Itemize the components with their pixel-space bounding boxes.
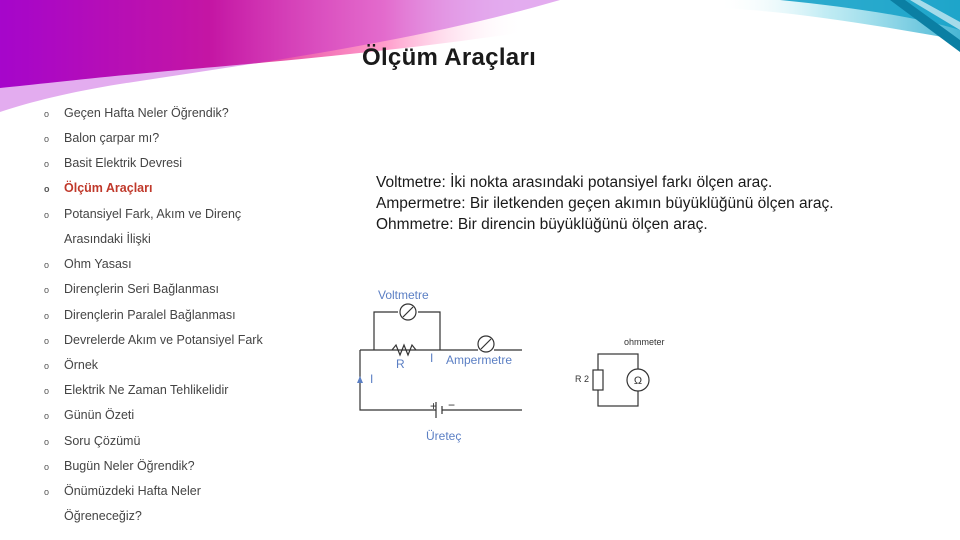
agenda-item-continuation: Öğreneceğiz? — [64, 509, 142, 523]
agenda-item-label: Devrelerde Akım ve Potansiyel Fark — [64, 333, 263, 347]
ohmmeter-resistor-label: R 2 — [575, 374, 590, 384]
bullet-icon: o — [44, 109, 50, 119]
agenda-item-continuation: Arasındaki İlişki — [64, 232, 151, 246]
bullet-icon: o — [44, 386, 50, 396]
agenda-item[interactable] — [44, 131, 159, 145]
voltmeter-description: Voltmetre: İki nokta arasındaki potansiyel farkı ölçen araç. — [376, 174, 773, 191]
slide-title: Ölçüm Araçları — [362, 44, 537, 71]
bullet-icon: o — [44, 437, 50, 447]
bullet-icon: o — [44, 260, 50, 270]
agenda-item-label: Örnek — [64, 358, 99, 372]
agenda-item[interactable] — [44, 408, 134, 422]
bullet-icon: o — [44, 134, 50, 144]
current-label: I — [430, 351, 434, 365]
agenda-item[interactable] — [44, 156, 182, 170]
ohmmeter-diagram — [572, 330, 682, 412]
agenda-item[interactable] — [44, 282, 219, 296]
agenda-item-label: Dirençlerin Paralel Bağlanması — [64, 308, 236, 322]
minus-sign: − — [448, 398, 456, 412]
agenda-item[interactable] — [44, 383, 228, 397]
bullet-icon: o — [44, 336, 50, 346]
agenda-item-label: Potansiyel Fark, Akım ve Direnç — [64, 207, 242, 221]
agenda-item-label: Basit Elektrik Devresi — [64, 156, 183, 170]
agenda-item[interactable] — [44, 106, 229, 120]
bullet-icon: o — [44, 487, 50, 497]
agenda-item-active[interactable] — [44, 181, 152, 195]
bullet-icon: o — [44, 184, 50, 194]
agenda-item-label: Ohm Yasası — [64, 257, 132, 271]
agenda-item[interactable] — [44, 358, 98, 372]
source-label: Üreteç — [426, 429, 462, 443]
bullet-icon: o — [44, 462, 50, 472]
source-current-label: I — [370, 372, 374, 386]
circuit-diagram — [348, 280, 528, 452]
agenda-item-label: Elektrik Ne Zaman Tehlikelidir — [64, 383, 229, 397]
agenda-item-label: Dirençlerin Seri Bağlanması — [64, 282, 219, 296]
agenda-item-label: Günün Özeti — [64, 408, 135, 422]
instrument-descriptions — [376, 172, 876, 235]
agenda-item[interactable] — [44, 459, 195, 473]
ammeter-description: Ampermetre: Bir iletkenden geçen akımın büyüklüğünü ölçen araç. — [376, 195, 834, 212]
omega-icon: Ω — [633, 375, 643, 387]
bullet-icon: o — [44, 210, 50, 220]
agenda-item[interactable] — [44, 257, 132, 271]
bullet-icon: o — [44, 285, 50, 295]
agenda-item-label: Bugün Neler Öğrendik? — [64, 459, 195, 473]
ammeter-label: Ampermetre — [446, 353, 513, 367]
ohmmeter-description: Ohmmetre: Bir direncin büyüklüğünü ölçen araç. — [376, 216, 708, 233]
plus-sign: + — [430, 399, 438, 413]
bullet-icon: o — [44, 411, 50, 421]
agenda-item[interactable] — [44, 207, 242, 246]
agenda-item[interactable] — [44, 333, 263, 347]
resistor-label: R — [396, 357, 405, 371]
bullet-icon: o — [44, 361, 50, 371]
agenda-item[interactable] — [44, 308, 236, 322]
agenda-item-label: Geçen Hafta Neler Öğrendik? — [64, 106, 229, 120]
agenda-item-label: Soru Çözümü — [64, 434, 141, 448]
ohmmeter-label: ohmmeter — [624, 337, 665, 347]
agenda-item-label: Ölçüm Araçları — [64, 181, 153, 195]
agenda-item-label: Balon çarpar mı? — [64, 131, 160, 145]
bullet-icon: o — [44, 159, 50, 169]
voltmeter-label: Voltmetre — [378, 288, 429, 302]
bullet-icon: o — [44, 311, 50, 321]
agenda-item-label: Önümüzdeki Hafta Neler — [64, 484, 201, 498]
agenda-item[interactable] — [44, 434, 140, 448]
agenda-item[interactable] — [44, 484, 201, 523]
